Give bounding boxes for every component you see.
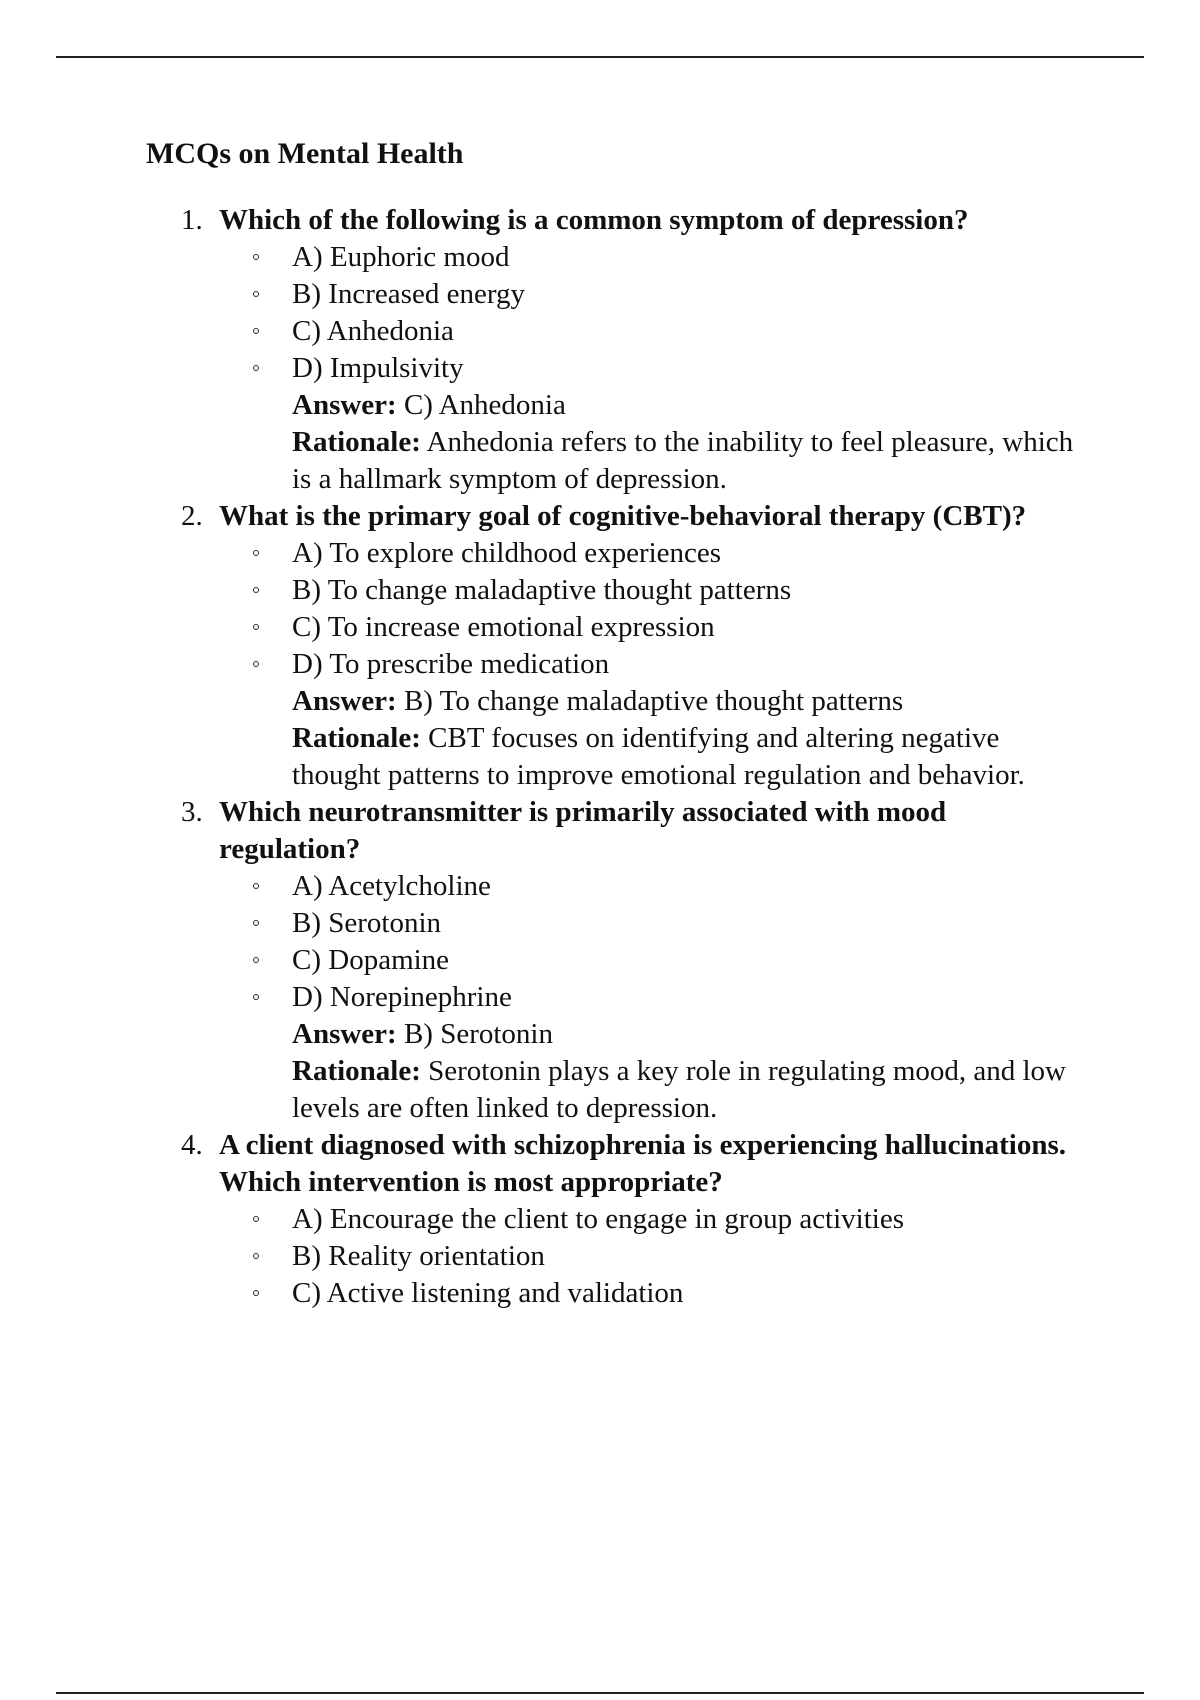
option-text: D) Norepinephrine [292,981,512,1013]
question-text: What is the primary goal of cognitive-behavioral therapy (CBT)? [219,500,1027,532]
rationale-text: CBT focuses on identifying and altering negative thought patterns to improve emotional regulation and behavior. [292,722,1025,791]
answer-text: B) Serotonin [403,1018,553,1050]
option-list [219,1201,1086,1312]
option-text: D) Impulsivity [292,352,464,384]
document-title: MCQs on Mental Health [146,137,464,170]
question-text: Which of the following is a common symptom of depression? [219,204,969,236]
circle-bullet-icon [253,291,259,297]
answer-label: Answer: [292,1018,397,1050]
option-text: B) Serotonin [292,907,442,939]
answer-label: Answer: [292,389,397,421]
question-3 [146,794,1086,1127]
option-text: A) Encourage the client to engage in group activities [292,1203,905,1235]
circle-bullet-icon [253,883,259,889]
option-list [219,535,1086,683]
option-text: C) Anhedonia [292,315,454,347]
option-list [219,239,1086,387]
option-text: C) Active listening and validation [292,1277,684,1309]
question-list [146,202,1086,1312]
question-text: Which neurotransmitter is primarily associated with mood regulation? [219,796,947,865]
option-item [219,276,1086,313]
option-text: C) To increase emotional expression [292,611,715,643]
circle-bullet-icon [253,661,259,667]
option-item [219,350,1086,387]
circle-bullet-icon [253,550,259,556]
question-text: A client diagnosed with schizophrenia is experiencing hallucinations. Which intervention is most appropriate? [219,1129,1067,1198]
answer-text: B) To change maladaptive thought patterns [403,685,904,717]
option-item [219,313,1086,350]
answer-line [219,683,1086,720]
circle-bullet-icon [253,1253,259,1259]
circle-bullet-icon [253,254,259,260]
option-text: A) Acetylcholine [292,870,491,902]
question-1 [146,202,1086,498]
circle-bullet-icon [253,365,259,371]
rationale-text: Anhedonia refers to the inability to feel pleasure, which is a hallmark symptom of depression. [292,426,1074,495]
circle-bullet-icon [253,624,259,630]
rationale-line [219,424,1086,498]
document-body [146,136,1086,1312]
option-item [219,646,1086,683]
option-item [219,535,1086,572]
rationale-label: Rationale: [292,722,421,754]
circle-bullet-icon [253,328,259,334]
circle-bullet-icon [253,1290,259,1296]
rationale-line [219,1053,1086,1127]
rationale-label: Rationale: [292,426,421,458]
circle-bullet-icon [253,994,259,1000]
answer-text: C) Anhedonia [403,389,566,421]
question-number: 1. [181,204,203,236]
option-item [219,609,1086,646]
option-text: D) To prescribe medication [292,648,610,680]
option-item [219,572,1086,609]
option-item [219,1275,1086,1312]
question-2 [146,498,1086,794]
option-item [219,1238,1086,1275]
question-number: 2. [181,500,203,532]
answer-line [219,387,1086,424]
option-text: C) Dopamine [292,944,450,976]
option-item [219,868,1086,905]
option-text: A) Euphoric mood [292,241,510,273]
option-text: B) Reality orientation [292,1240,545,1272]
rationale-line [219,720,1086,794]
rationale-text: Serotonin plays a key role in regulating mood, and low levels are often linked to depression. [292,1055,1066,1124]
option-item [219,1201,1086,1238]
option-item [219,979,1086,1016]
option-item [219,905,1086,942]
question-number: 4. [181,1129,203,1161]
circle-bullet-icon [253,957,259,963]
option-text: B) To change maladaptive thought patterns [292,574,792,606]
question-4 [146,1127,1086,1312]
circle-bullet-icon [253,587,259,593]
answer-line [219,1016,1086,1053]
option-text: A) To explore childhood experiences [292,537,722,569]
circle-bullet-icon [253,920,259,926]
option-text: B) Increased energy [292,278,525,310]
top-rule [56,56,1144,58]
option-list [219,868,1086,1016]
answer-label: Answer: [292,685,397,717]
circle-bullet-icon [253,1216,259,1222]
bottom-rule [56,1692,1144,1694]
question-number: 3. [181,796,203,828]
rationale-label: Rationale: [292,1055,421,1087]
option-item [219,942,1086,979]
option-item [219,239,1086,276]
